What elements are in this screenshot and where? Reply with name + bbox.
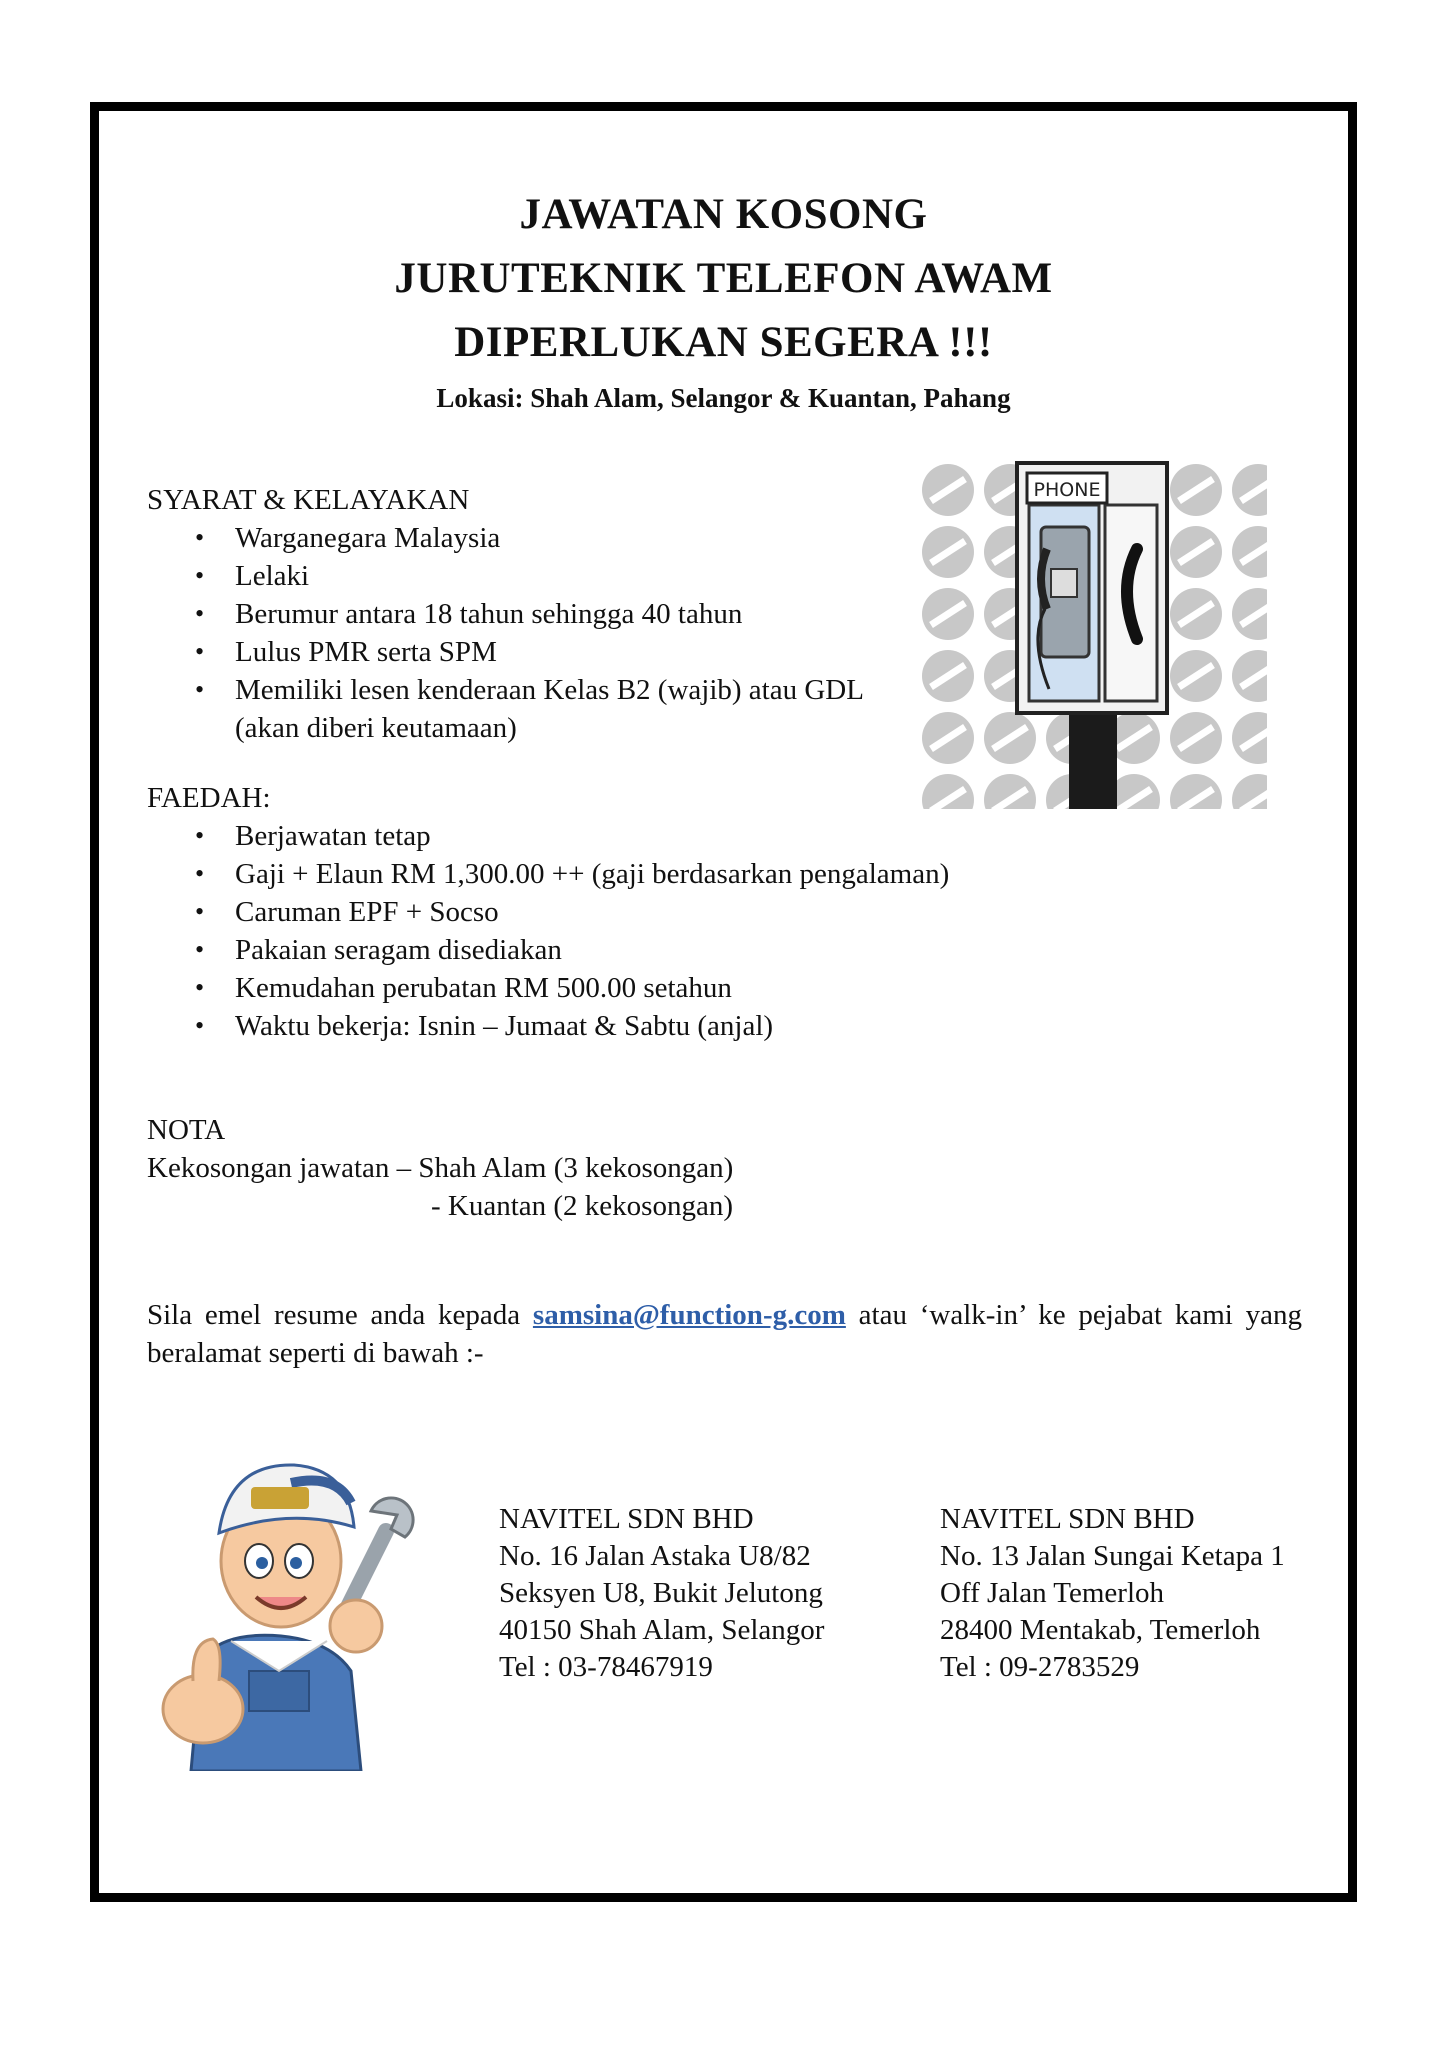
benefit-item: • Waktu bekerja: Isnin – Jumaat & Sabtu (anjal) bbox=[235, 1007, 1107, 1045]
apply-text-before: Sila emel resume anda kepada bbox=[147, 1299, 533, 1331]
title-line-1: JAWATAN KOSONG bbox=[519, 191, 928, 238]
requirement-item: • Lulus PMR serta SPM bbox=[235, 633, 907, 671]
requirement-item: • Lelaki bbox=[235, 557, 907, 595]
note-line-2: - Kuantan (2 kekosongan) bbox=[431, 1190, 733, 1222]
note-heading: NOTA bbox=[147, 1114, 226, 1146]
company-name: NAVITEL SDN BHD bbox=[940, 1503, 1195, 1535]
title-block bbox=[99, 183, 1348, 414]
phone-sign-text: PHONE bbox=[1033, 479, 1101, 501]
benefits-list bbox=[147, 817, 1107, 1045]
poster-frame bbox=[90, 102, 1357, 1902]
payphone-illustration bbox=[917, 459, 1267, 809]
address-line: 40150 Shah Alam, Selangor bbox=[499, 1614, 825, 1646]
company-name: NAVITEL SDN BHD bbox=[499, 1503, 754, 1535]
apply-text-after: atau ‘walk-in’ ke pejabat kami yang beralamat seperti di bawah :- bbox=[147, 1299, 1302, 1369]
address-line: Off Jalan Temerloh bbox=[940, 1577, 1164, 1609]
requirement-item: • Berumur antara 18 tahun sehingga 40 tahun bbox=[235, 595, 907, 633]
benefits-heading: FAEDAH: bbox=[147, 782, 271, 814]
requirements-section bbox=[147, 481, 907, 747]
address-mentakab bbox=[940, 1501, 1285, 1686]
benefit-item: • Kemudahan perubatan RM 500.00 setahun bbox=[235, 969, 1107, 1007]
benefit-item: • Gaji + Elaun RM 1,300.00 ++ (gaji berdasarkan pengalaman) bbox=[235, 855, 1107, 893]
requirement-item: • Warganegara Malaysia bbox=[235, 519, 907, 557]
requirements-list bbox=[147, 519, 907, 747]
address-shah-alam bbox=[499, 1501, 824, 1686]
address-line: No. 13 Jalan Sungai Ketapa 1 bbox=[940, 1540, 1285, 1572]
apply-paragraph bbox=[147, 1296, 1302, 1372]
requirements-heading: SYARAT & KELAYAKAN bbox=[147, 484, 470, 516]
location-text: Lokasi: Shah Alam, Selangor & Kuantan, Pahang bbox=[436, 383, 1011, 413]
telephone: Tel : 09-2783529 bbox=[940, 1651, 1140, 1683]
requirement-item: • Memiliki lesen kenderaan Kelas B2 (wajib) atau GDL (akan diberi keutamaan) bbox=[235, 671, 907, 747]
title-line-3: DIPERLUKAN SEGERA !!! bbox=[454, 319, 993, 366]
title-line-2: JURUTEKNIK TELEFON AWAM bbox=[394, 255, 1053, 302]
telephone: Tel : 03-78467919 bbox=[499, 1651, 713, 1683]
worker-mascot-illustration bbox=[131, 1441, 451, 1771]
email-link[interactable]: samsina@function-g.com bbox=[532, 1299, 846, 1331]
note-section bbox=[147, 1111, 1047, 1225]
address-line: No. 16 Jalan Astaka U8/82 bbox=[499, 1540, 811, 1572]
address-line: 28400 Mentakab, Temerloh bbox=[940, 1614, 1261, 1646]
note-line-1: Kekosongan jawatan – Shah Alam (3 kekosongan) bbox=[147, 1152, 734, 1184]
benefit-item: • Berjawatan tetap bbox=[235, 817, 1107, 855]
benefit-item: • Caruman EPF + Socso bbox=[235, 893, 1107, 931]
address-line: Seksyen U8, Bukit Jelutong bbox=[499, 1577, 823, 1609]
benefit-item: • Pakaian seragam disediakan bbox=[235, 931, 1107, 969]
benefits-section bbox=[147, 779, 1107, 1045]
